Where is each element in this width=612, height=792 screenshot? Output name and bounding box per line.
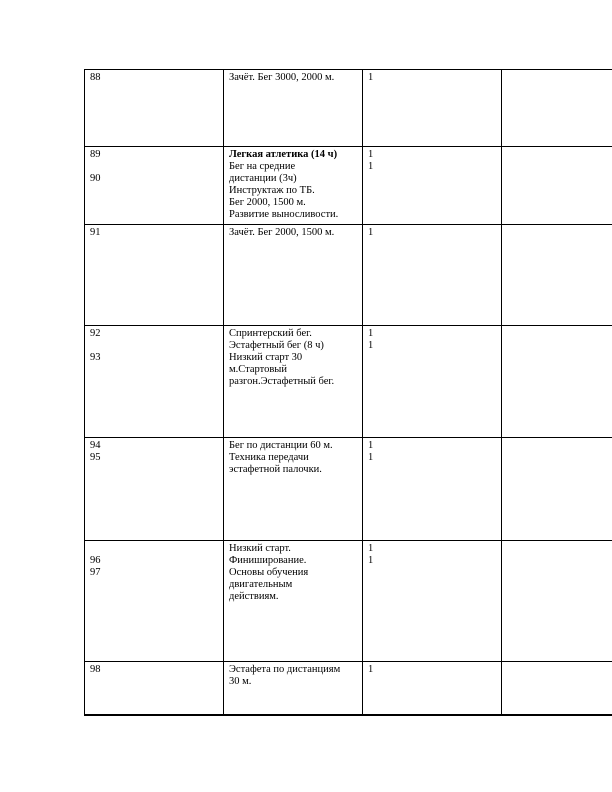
table-row	[84, 540, 612, 661]
table-row	[84, 437, 612, 540]
lesson-hours: 1 1	[368, 543, 374, 566]
empty-cell	[501, 225, 612, 325]
empty-cell	[501, 70, 612, 146]
lesson-topic: Эстафета по дистанциям 30 м.	[229, 664, 341, 687]
table-row	[84, 224, 612, 325]
lesson-hours: 1 1	[368, 149, 374, 172]
lesson-number: 92 93	[90, 328, 101, 363]
table-row	[84, 146, 612, 224]
lesson-number: 94 95	[90, 440, 101, 463]
lesson-hours: 1 1	[368, 440, 374, 463]
lesson-topic: Спринтерский бег. Эстафетный бег (8 ч) Низкий старт 30 м.Стартовый разгон.Эстафетный бег.	[229, 328, 335, 387]
lesson-number: 88	[90, 72, 101, 83]
table-row	[84, 325, 612, 437]
lesson-number: 91	[90, 227, 101, 238]
lesson-number: 96 97	[90, 555, 101, 578]
lesson-topic: Бег по дистанции 60 м. Техника передачи эстафетной палочки.	[229, 440, 333, 475]
empty-cell	[501, 326, 612, 437]
lesson-topic: Бег на средние дистанции (3ч) Инструктаж по ТБ. Бег 2000, 1500 м. Развитие выносливости.	[229, 161, 339, 220]
lesson-plan-table	[84, 69, 612, 715]
empty-cell	[501, 541, 612, 661]
lesson-number: 98	[90, 664, 101, 675]
empty-cell	[501, 438, 612, 540]
table-bottom-border	[84, 714, 612, 716]
lesson-hours: 1	[368, 664, 374, 675]
lesson-topic: Низкий старт. Финиширование. Основы обучения двигательным действиям.	[229, 543, 309, 602]
table-row	[84, 661, 612, 714]
lesson-topic: Зачёт. Бег 3000, 2000 м.	[229, 72, 335, 83]
lesson-hours: 1 1	[368, 328, 374, 351]
table-row	[84, 69, 612, 146]
empty-cell	[501, 662, 612, 714]
lesson-hours: 1	[368, 227, 374, 238]
empty-cell	[501, 147, 612, 224]
lesson-topic: Зачёт. Бег 2000, 1500 м.	[229, 227, 335, 238]
section-heading: Легкая атлетика (14 ч)	[229, 149, 338, 160]
lesson-hours: 1	[368, 72, 374, 83]
lesson-number: 89 90	[90, 149, 101, 184]
